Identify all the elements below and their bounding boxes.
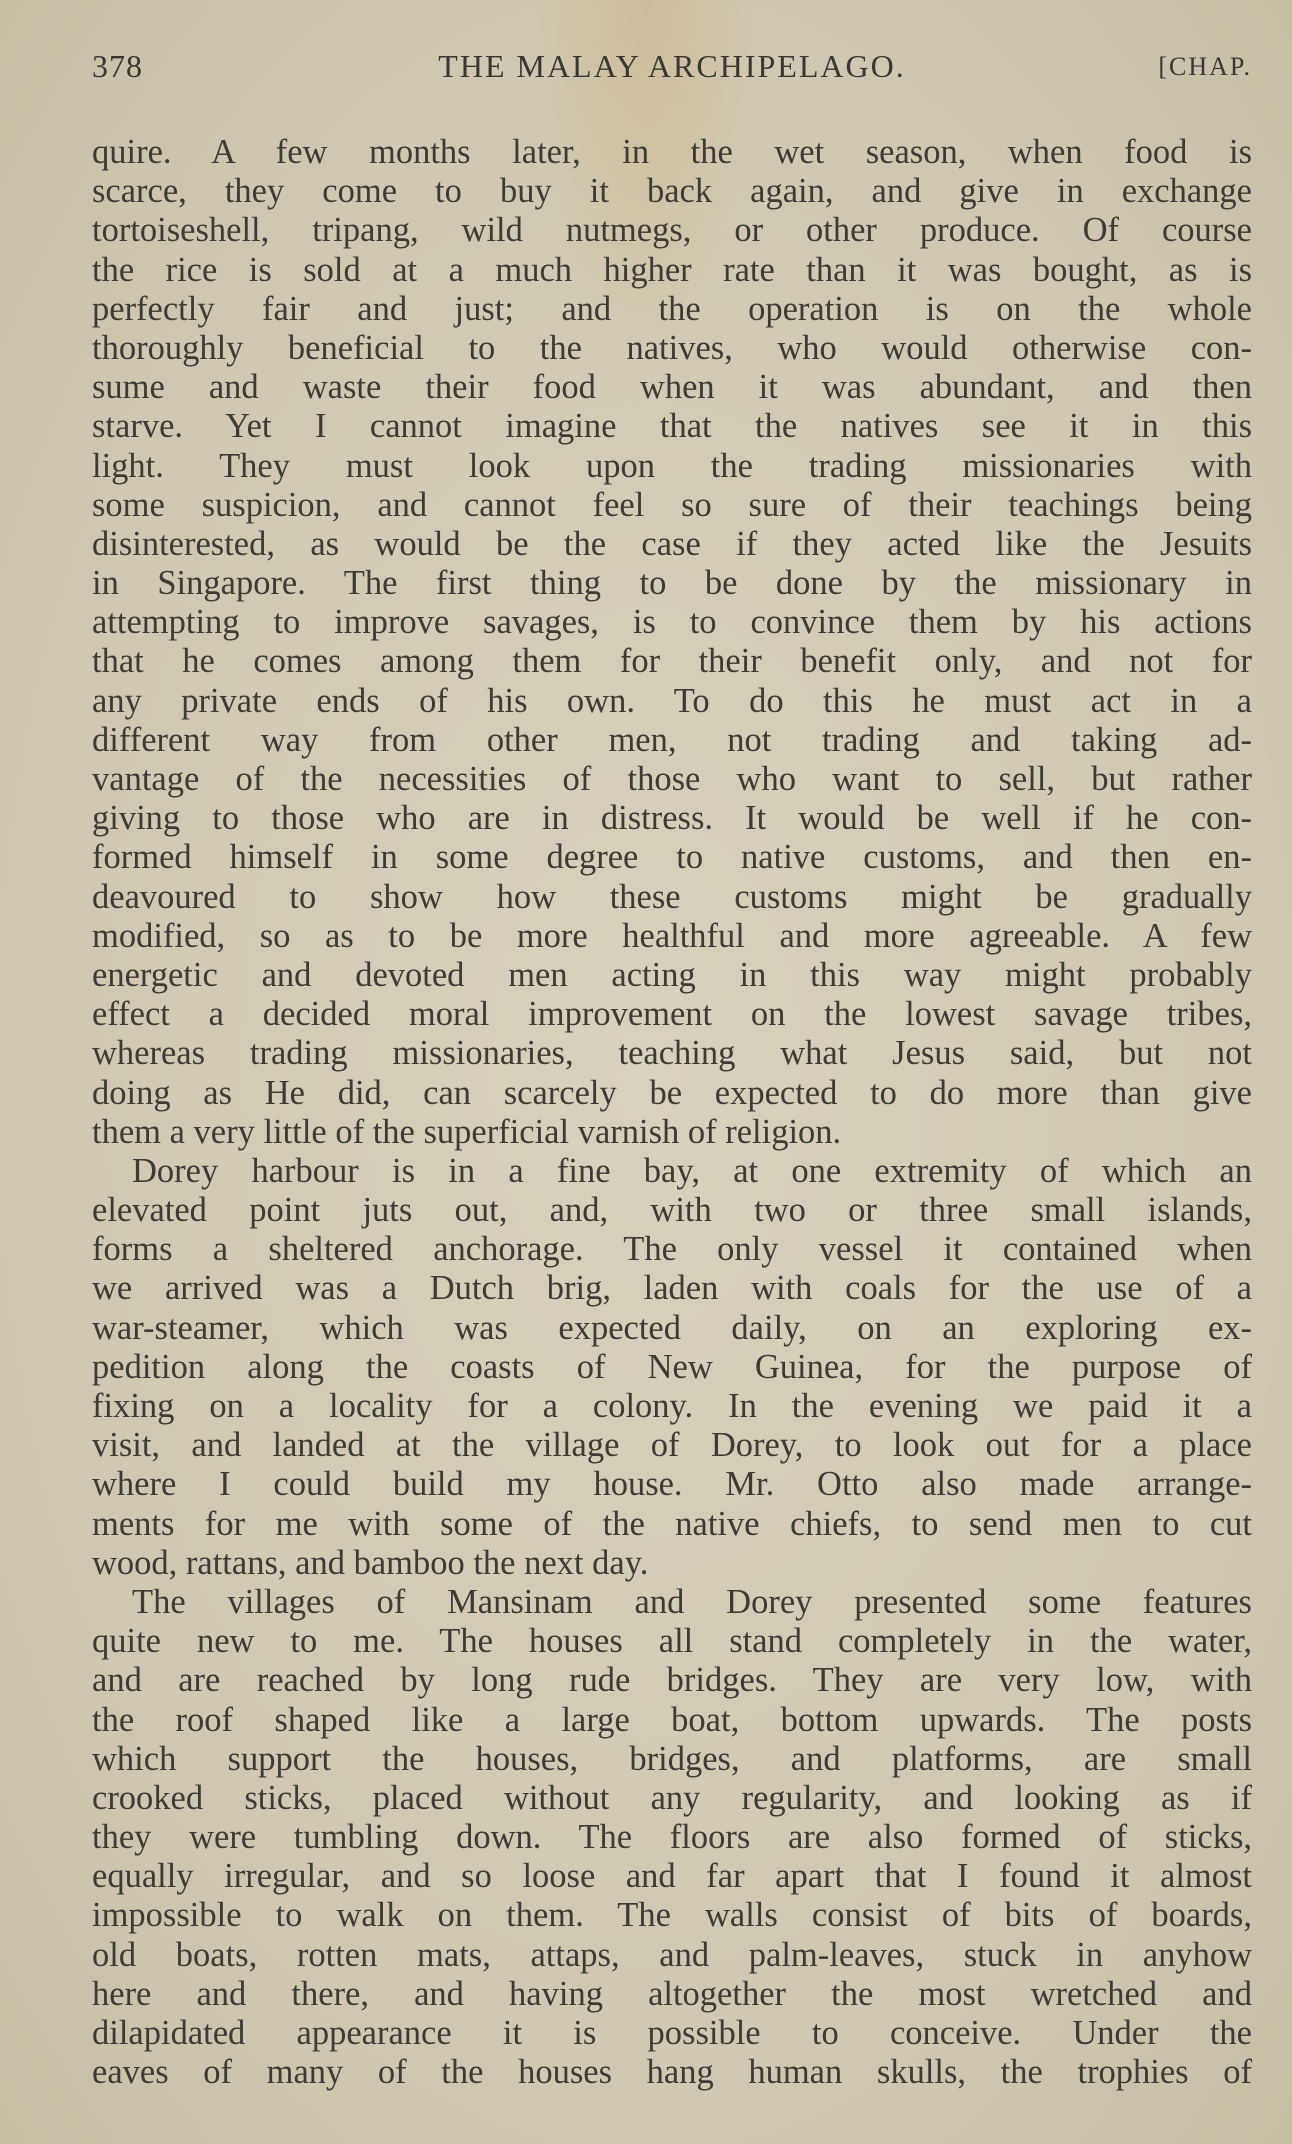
text-line: sume and waste their food when it was abundant, and then bbox=[92, 368, 1252, 407]
text-line: quire. A few months later, in the wet season, when food is bbox=[92, 133, 1252, 171]
text-line: different way from other men, not trading and taking ad- bbox=[92, 720, 1252, 759]
text-line: wood, rattans, and bamboo the next day. bbox=[92, 1543, 649, 1582]
text-line: which support the houses, bridges, and platforms, are small bbox=[92, 1739, 1252, 1778]
text-line: attempting to improve savages, is to convince them by his actions bbox=[92, 603, 1252, 642]
text-line: quite new to me. The houses all stand completely in the water, bbox=[92, 1622, 1252, 1661]
text-line: some suspicion, and cannot feel so sure of their teachings being bbox=[92, 485, 1252, 524]
text-line: deavoured to show how these customs might be gradually bbox=[92, 877, 1252, 916]
text-line: any private ends of his own. To do this he must act in a bbox=[92, 681, 1252, 720]
text-line: The villages of Mansinam and Dorey presented some features bbox=[132, 1582, 1252, 1621]
text-line: Dorey harbour is in a fine bay, at one extremity of which an bbox=[132, 1151, 1252, 1190]
text-line: energetic and devoted men acting in this way might probably bbox=[92, 955, 1252, 994]
text-line: and are reached by long rude bridges. They are very low, with bbox=[92, 1661, 1252, 1700]
text-line: war-steamer, which was expected daily, on an exploring ex- bbox=[92, 1308, 1252, 1347]
text-line: pedition along the coasts of New Guinea, for the purpose of bbox=[92, 1347, 1252, 1386]
text-line: giving to those who are in distress. It would be well if he con- bbox=[92, 799, 1252, 838]
text-line: old boats, rotten mats, attaps, and palm-leaves, stuck in anyhow bbox=[92, 1935, 1252, 1974]
text-line: them a very little of the superficial varnish of religion. bbox=[92, 1112, 842, 1151]
running-title: THE MALAY ARCHIPELAGO. bbox=[438, 48, 906, 84]
text-line: formed himself in some degree to native customs, and then en- bbox=[92, 838, 1252, 877]
body-text bbox=[92, 133, 1252, 2092]
text-line: tortoiseshell, tripang, wild nutmegs, or other produce. Of course bbox=[92, 211, 1252, 250]
text-line: elevated point juts out, and, with two or three small islands, bbox=[92, 1191, 1252, 1230]
text-line: that he comes among them for their benefit only, and not for bbox=[92, 642, 1252, 681]
page-header bbox=[92, 48, 1252, 92]
text-line: fixing on a locality for a colony. In the evening we paid it a bbox=[92, 1387, 1252, 1425]
text-line: light. They must look upon the trading missionaries with bbox=[92, 446, 1252, 485]
text-line: thoroughly beneficial to the natives, who would otherwise con- bbox=[92, 328, 1252, 367]
text-line: modified, so as to be more healthful and more agreeable. A few bbox=[92, 916, 1252, 955]
text-line: here and there, and having altogether the most wretched and bbox=[92, 1974, 1252, 2013]
text-line: in Singapore. The first thing to be done by the missionary in bbox=[92, 564, 1252, 603]
page-number: 378 bbox=[92, 48, 143, 84]
text-line: where I could build my house. Mr. Otto also made arrange- bbox=[92, 1465, 1252, 1504]
text-line: disinterested, as would be the case if they acted like the Jesuits bbox=[92, 524, 1252, 563]
text-line: starve. Yet I cannot imagine that the natives see it in this bbox=[92, 407, 1252, 446]
text-line: perfectly fair and just; and the operation is on the whole bbox=[92, 289, 1252, 328]
text-line: eaves of many of the houses hang human skulls, the trophies of bbox=[92, 2053, 1252, 2092]
text-line: whereas trading missionaries, teaching what Jesus said, but not bbox=[92, 1034, 1252, 1073]
text-line: scarce, they come to buy it back again, and give in exchange bbox=[92, 172, 1252, 211]
text-line: forms a sheltered anchorage. The only vessel it contained when bbox=[92, 1230, 1252, 1269]
text-line: we arrived was a Dutch brig, laden with coals for the use of a bbox=[92, 1269, 1252, 1308]
text-line: vantage of the necessities of those who want to sell, but rather bbox=[92, 760, 1252, 798]
text-line: they were tumbling down. The floors are also formed of sticks, bbox=[92, 1818, 1252, 1857]
text-line: equally irregular, and so loose and far apart that I found it almost bbox=[92, 1857, 1252, 1896]
text-line: ments for me with some of the native chiefs, to send men to cut bbox=[92, 1504, 1252, 1543]
text-line: the roof shaped like a large boat, bottom upwards. The posts bbox=[92, 1700, 1252, 1739]
chapter-mark: [CHAP. bbox=[1158, 52, 1252, 81]
text-line: dilapidated appearance it is possible to conceive. Under the bbox=[92, 2014, 1252, 2052]
text-line: doing as He did, can scarcely be expected to do more than give bbox=[92, 1073, 1252, 1112]
text-line: the rice is sold at a much higher rate than it was bought, as is bbox=[92, 250, 1252, 289]
text-line: crooked sticks, placed without any regularity, and looking as if bbox=[92, 1778, 1252, 1817]
text-line: visit, and landed at the village of Dorey, to look out for a place bbox=[92, 1426, 1252, 1465]
text-line: impossible to walk on them. The walls consist of bits of boards, bbox=[92, 1896, 1252, 1935]
text-line: effect a decided moral improvement on the lowest savage tribes, bbox=[92, 995, 1252, 1034]
